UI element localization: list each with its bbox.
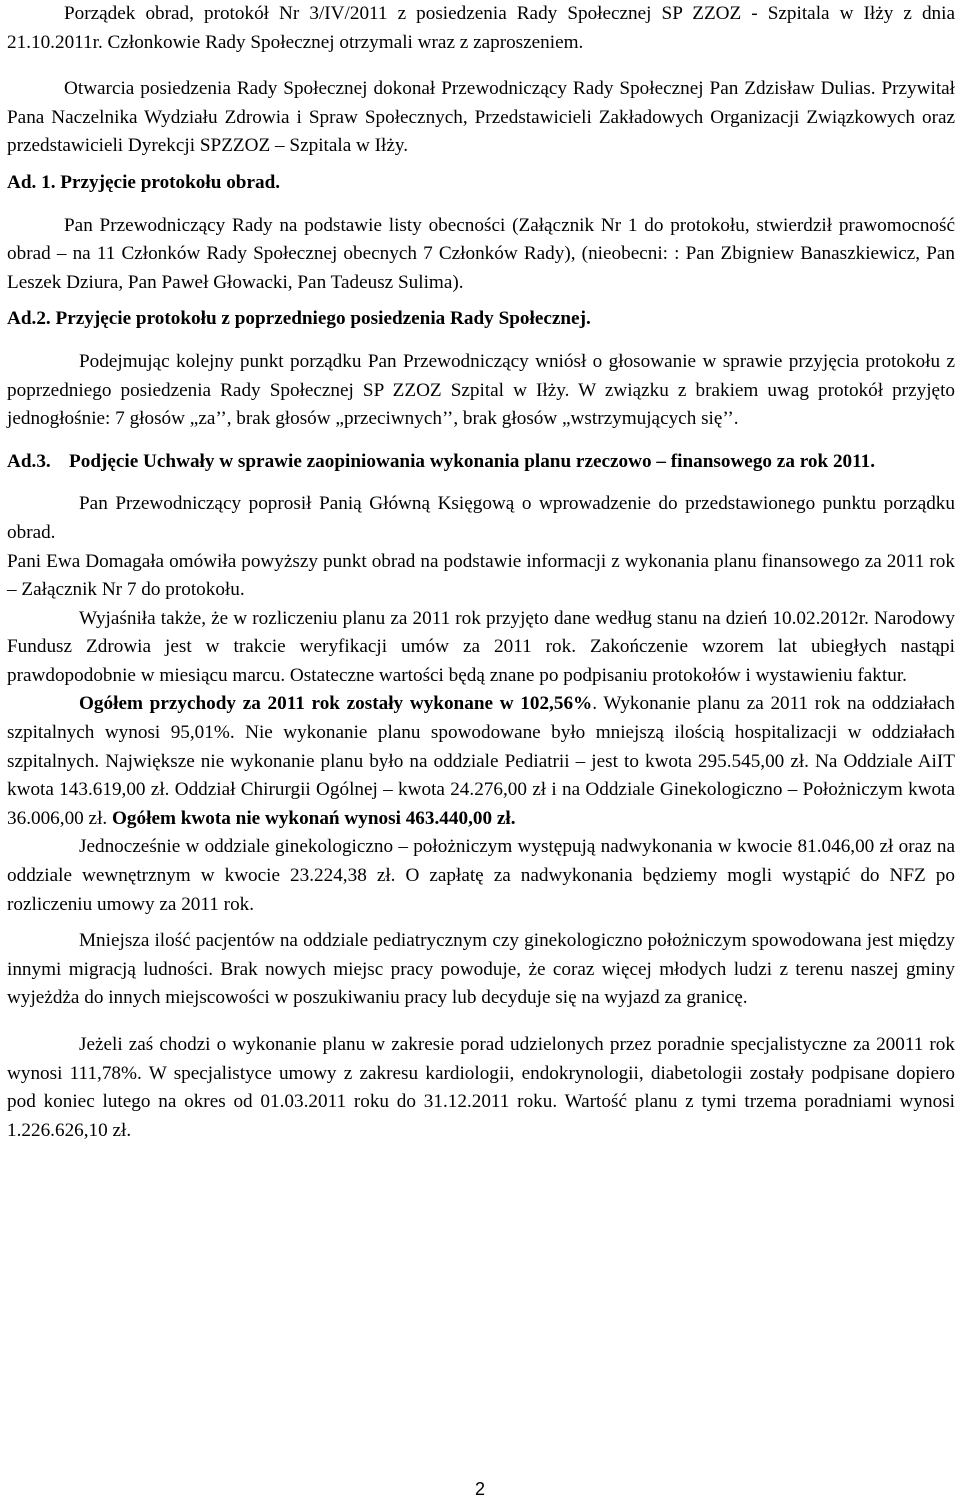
section-heading-ad3-text: Podjęcie Uchwały w sprawie zaopiniowania wykonania planu rzeczowo – finansowego za rok 2011. — [69, 450, 876, 472]
overexecution-paragraph: Jednocześnie w oddziale ginekologiczno – położniczym występują nadwykonania w kwocie 81.046,00 zł oraz na oddziale wewnętrznym w kwocie 23.224,38 zł. O zapłatę za nadwykonania będziemy mogli wystąpić do NFZ po rozliczeniu umowy za 2011 rok. — [7, 836, 955, 915]
page-number: 2 — [474, 1479, 485, 1499]
section-heading-ad2: Ad.2. Przyjęcie protokołu z poprzedniego posiedzenia Rady Społecznej. — [7, 308, 591, 330]
revenue-total-highlight: Ogółem przychody za 2011 rok zostały wykonane w 102,56% — [79, 693, 593, 715]
explanation-paragraph: Wyjaśniła także, że w rozliczeniu planu za 2011 rok przyjęto dane według stanu na dzień 10.02.2012r. Narodowy Fundusz Zdrowia jest w trakcie weryfikacji umów za 2011 rok. Zakończenie wzorem lat ubiegłych nastąpi prawdopodobnie w miesiącu marcu. Ostateczne wartości będą znane po podpisaniu protokołów i wystawieniu faktur. — [7, 607, 955, 686]
attendance-paragraph: Pan Przewodniczący Rady na podstawie listy obecności (Załącznik Nr 1 do protokołu, stwierdził prawomocność obrad – na 11 Członków Rady Społecznej obecnych 7 Członków Rady), (nieobecni: : Pan Zbigniew Banaszkiewicz, Pan Leszek Dziura, Pan Paweł Głowacki, Pan Tadeusz Sulima). — [7, 214, 955, 293]
specialist-clinics-paragraph: Jeżeli zaś chodzi o wykonanie planu w zakresie porad udzielonych przez poradnie specjalistyczne za 20011 rok wynosi 111,78%. W specjalistyce umowy z zakresu kardiologii, endokrynologii, diabetologii zostały podpisane dopiero pod koniec lutego na okres od 01.03.2011 roku do 31.12.2011 roku. Wartość planu z tymi trzema poradniami wynosi 1.226.626,10 zł. — [7, 1034, 955, 1141]
migration-paragraph: Mniejsza ilość pacjentów na oddziale pediatrycznym czy ginekologiczno położniczym spowodowana jest między innymi migracją ludności. Brak nowych miejsc pracy powoduje, że coraz więcej młodych ludzi z terenu naszej gminy wyjeżdża do innych miejscowości w poszukiwaniu pracy lub decyduje się na wyjazd za granicę. — [7, 930, 955, 1009]
opening-paragraph: Otwarcia posiedzenia Rady Społecznej dokonał Przewodniczący Rady Społecznej Pan Zdzisław Dulias. Przywitał Pana Naczelnika Wydziału Zdrowia i Spraw Społecznych, Przedstawicieli Zakładowych Organizacji Związkowych oraz przedstawicieli Dyrekcji SPZZOZ – Szpitala w Iłży. — [7, 78, 955, 157]
section-heading-ad1: Ad. 1. Przyjęcie protokołu obrad. — [7, 171, 281, 193]
report-paragraph: Pani Ewa Domagała omówiła powyższy punkt obrad na podstawie informacji z wykonania planu finansowego za 2011 rok – Załącznik Nr 7 do protokołu. — [7, 550, 955, 601]
intro-paragraph: Porządek obrad, protokół Nr 3/IV/2011 z posiedzenia Rady Społecznej SP ZZOZ - Szpitala w Iłży z dnia 21.10.2011r. Członkowie Rady Społecznej otrzymali wraz z zaproszeniem. — [7, 3, 955, 53]
unexecuted-total-highlight: Ogółem kwota nie wykonań wynosi 463.440,00 zł. — [112, 807, 516, 829]
accountant-request-paragraph: Pan Przewodniczący poprosił Panią Główną Księgową o wprowadzenie do przedstawionego punktu porządku obrad. — [7, 493, 955, 543]
section-heading-ad3 — [7, 448, 955, 477]
revenue-paragraph — [7, 690, 955, 833]
section-heading-ad3-number: Ad.3. — [7, 450, 51, 472]
revenue-details: . Wykonanie planu za 2011 rok na oddziałach szpitalnych wynosi 95,01%. Nie wykonanie planu spowodowane było mniejszą ilością hospitalizacji w oddziałach szpitalnych. Największe nie wykonanie planu było na oddziale Pediatrii – jest to kwota 295.545,00 zł. Na Oddziale AiIT kwota 143.619,00 zł. Oddział Chirurgii Ogólnej – kwota 24.276,00 zł i na Oddziale Ginekologiczno – Położniczym kwota 36.006,00 zł. — [7, 693, 956, 829]
document-page — [7, 0, 955, 1145]
protocol-approval-paragraph: Podejmując kolejny punkt porządku Pan Przewodniczący wniósł o głosowanie w sprawie przyjęcia protokołu z poprzedniego posiedzenia Rady Społecznej SP ZZOZ Szpital w Iłży. W związku z brakiem uwag protokół przyjęto jednogłośnie: 7 głosów „za’’, brak głosów „przeciwnych’’, brak głosów „wstrzymujących się’’. — [7, 350, 955, 430]
